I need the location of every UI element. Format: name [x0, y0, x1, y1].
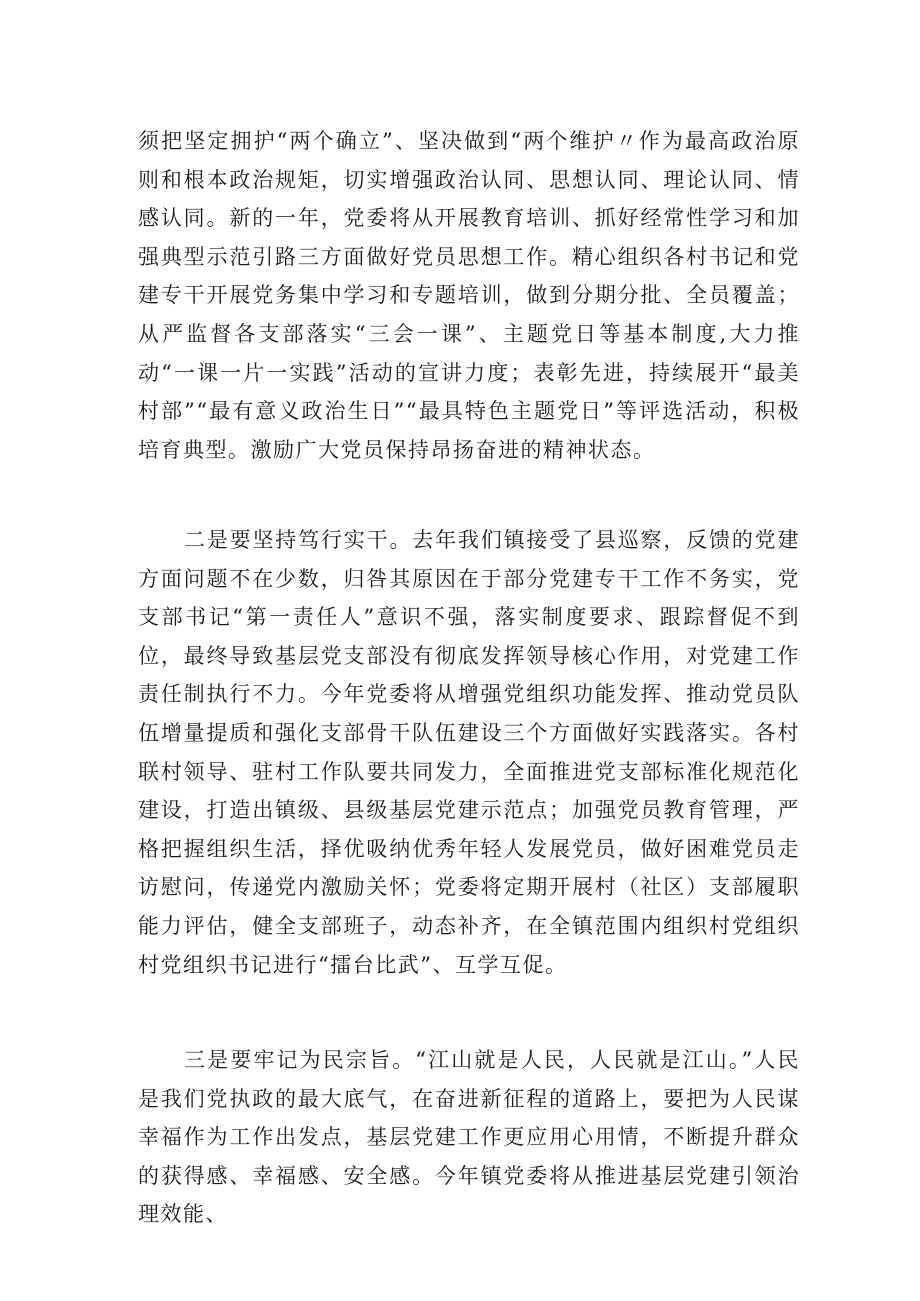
paragraph-practical-work: 二是要坚持笃行实干。去年我们镇接受了县巡察，反馈的党建方面问题不在少数，归咎其原因在于部分党建专干工作不务实，党支部书记“第一责任人”意识不强，落实制度要求、跟踪督促不到位，最终导致基层党支部没有彻底发挥领导核心作用，对党建工作责任制执行不力。今年党委将从增强党组织功能发挥、推动党员队伍增量提质和强化支部骨干队伍建设三个方面做好实践落实。各村联村领导、驻村工作队要共同发力，全面推进党支部标准化规范化建设，打造出镇级、县级基层党建示范点；加强党员教育管理，严格把握组织生活，择优吸纳优秀年轻人发展党员，做好困难党员走访慰问，传递党内激励关怀；党委将定期开展村（社区）支部履职能力评估，健全支部班子，动态补齐，在全镇范围内组织村党组织村党组织书记进行“擂台比武”、互学互促。 — [138, 528, 800, 977]
paragraph-political-loyalty: 须把坚定拥护“两个确立”、坚决做到“两个维护〃作为最高政治原则和根本政治规矩，切实增强政治认同、思想认同、理论认同、情感认同。新的一年，党委将从开展教育培训、抓好经常性学习和加强典型示范引路三方面做好党员思想工作。精心组织各村书记和党建专干开展党务集中学习和专题培训，做到分期分批、全员覆盖；从严监督各支部落实“三会一课”、主题党日等基本制度,大力推动“一课一片一实践”活动的宣讲力度；表彰先进，持续展开“最美村部”“最有意义政治生日”“最具特色主题党日”等评选活动，积极培育典型。激励广大党员保持昂扬奋进的精神状态。 — [138, 129, 800, 462]
paragraph-serve-people: 三是要牢记为民宗旨。“江山就是人民，人民就是江山。”人民是我们党执政的最大底气，在奋进新征程的道路上，要把为人民谋幸福作为工作出发点，基层党建工作更应用心用情，不断提升群众的获得感、幸福感、安全感。今年镇党委将从推进基层党建引领治理效能、 — [138, 1048, 800, 1227]
